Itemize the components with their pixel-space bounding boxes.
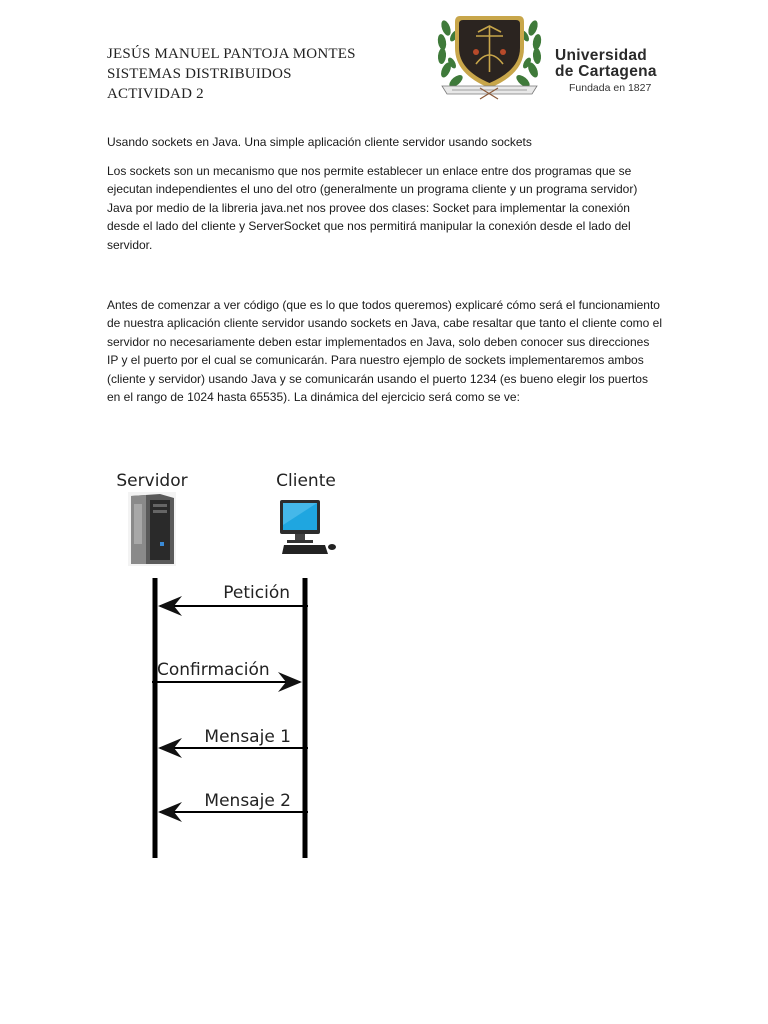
author-name: JESÚS MANUEL PANTOJA MONTES	[107, 46, 356, 62]
server-label: Servidor	[116, 471, 188, 491]
message-label-peticion: Petición	[223, 583, 290, 603]
activity-name: ACTIVIDAD 2	[107, 86, 204, 102]
message-label-confirmacion: Confirmación	[157, 660, 270, 680]
sequence-diagram	[100, 460, 360, 870]
paragraph-2: Antes de comenzar a ver código (que es lo que todos queremos) explicaré cómo será el funcionamiento de nuestra aplicación cliente servidor usando sockets en Java, cabe resaltar que tanto el cliente como el servidor no necesariamente deben estar implementados en Java, solo deben conocer sus direcciones IP y el puerto por el cual se comunicarán. Para nuestro ejemplo de sockets implementaremos ambos (cliente y servidor) usando Java y se comunicarán usando el puerto 1234 (es bueno elegir los puertos en el rango de 1024 hasta 65535). La dinámica del ejercicio será como se ve:	[107, 298, 662, 405]
header-block	[107, 44, 356, 104]
university-name-line1: Universidad	[555, 47, 648, 64]
desktop-computer-icon	[280, 500, 336, 554]
paragraph-1: Los sockets son un mecanismo que nos permite establecer un enlace entre dos programas que se ejecutan independientes el uno del otro (generalmente un programa cliente y un programa servidor) Java por medio de la libreria java.net nos provee dos clases: Socket para implementar la conexión desde el lado del cliente y ServerSocket que nos permitirá manipular la conexión desde el lado del servidor.	[107, 164, 638, 252]
university-name-line2: de Cartagena	[555, 63, 657, 80]
university-logo	[432, 8, 682, 100]
document-title: Usando sockets en Java. Una simple aplicación cliente servidor usando sockets	[107, 135, 532, 149]
message-label-mensaje-1: Mensaje 1	[204, 727, 291, 747]
server-tower-icon	[128, 492, 176, 566]
university-name	[555, 48, 657, 80]
client-label: Cliente	[276, 471, 336, 491]
university-founded: Fundada en 1827	[569, 82, 652, 94]
course-name: SISTEMAS DISTRIBUIDOS	[107, 66, 292, 82]
university-crest-icon	[432, 8, 547, 100]
message-label-mensaje-2: Mensaje 2	[204, 791, 291, 811]
